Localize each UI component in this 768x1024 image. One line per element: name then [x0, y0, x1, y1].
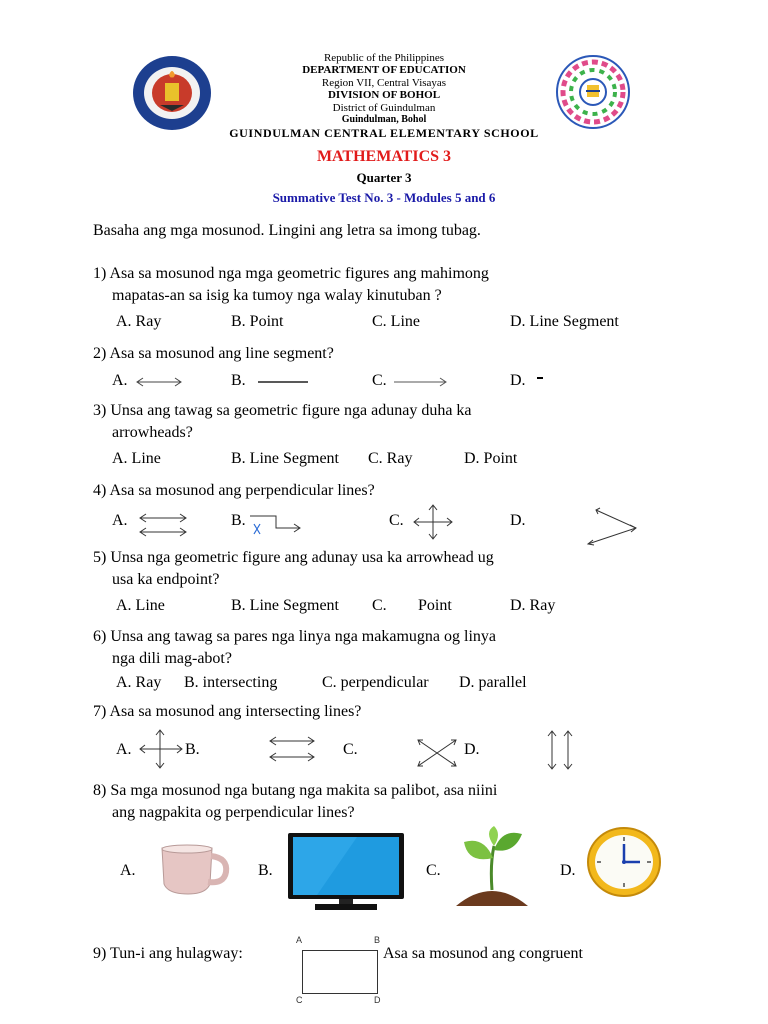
test-title: Summative Test No. 3 - Modules 5 and 6	[272, 190, 496, 205]
header-department: DEPARTMENT OF EDUCATION	[302, 64, 466, 76]
header-division: DIVISION OF BOHOL	[327, 89, 441, 101]
question-8-line2: ang nagpakita og perpendicular lines?	[112, 804, 355, 821]
question-1-line2: mapatas-an sa isig ka tumoy nga walay kinutuban ?	[112, 287, 442, 304]
instructions: Basaha ang mga mosunod. Lingini ang letra sa imong tubag.	[93, 222, 481, 239]
television-icon	[287, 832, 405, 912]
q6-option-a[interactable]: A. Ray	[116, 674, 162, 691]
q8-option-b[interactable]: B.	[258, 862, 273, 879]
quarter-label: Quarter 3	[356, 170, 412, 185]
question-3-line1: 3) Unsa ang tawag sa geometric figure nga adunay duha ka	[93, 402, 472, 419]
clock-icon	[586, 826, 662, 898]
q7-x-arrows-icon	[414, 737, 460, 769]
rect-label-d: D	[374, 995, 381, 1005]
q5-option-c-text[interactable]: Point	[418, 597, 452, 614]
q3-option-b[interactable]: B. Line Segment	[231, 450, 339, 467]
q6-option-b[interactable]: B. intersecting	[184, 674, 278, 691]
q1-option-b[interactable]: B. Point	[231, 313, 284, 330]
question-3-line2: arrowheads?	[112, 424, 193, 441]
rect-label-b: B	[374, 935, 381, 945]
q4-option-b[interactable]: B.	[231, 512, 246, 529]
q2-line-double-arrow-icon	[135, 377, 185, 387]
q6-option-d[interactable]: D. parallel	[459, 674, 527, 691]
rectangle-figure	[302, 950, 378, 994]
q5-option-c[interactable]: C.	[372, 597, 387, 614]
q3-option-a[interactable]: A. Line	[112, 450, 161, 467]
q5-option-a[interactable]: A. Line	[116, 597, 165, 614]
q2-option-d[interactable]: D.	[510, 372, 526, 389]
q2-ray-icon	[392, 377, 450, 387]
q5-option-b[interactable]: B. Line Segment	[231, 597, 339, 614]
q4-cross-arrows-icon	[410, 503, 456, 541]
rect-label-c: C	[296, 995, 303, 1005]
q8-option-d[interactable]: D.	[560, 862, 576, 879]
q2-option-c[interactable]: C.	[372, 372, 387, 389]
question-7: 7) Asa sa mosunod ang intersecting lines?	[93, 703, 362, 720]
question-4: 4) Asa sa mosunod ang perpendicular lines?	[93, 482, 375, 499]
q7-vertical-parallel-icon	[545, 729, 575, 771]
q2-point-icon	[535, 375, 545, 381]
q7-option-d[interactable]: D.	[464, 741, 480, 758]
question-2: 2) Asa sa mosunod ang line segment?	[93, 345, 334, 362]
q2-option-a[interactable]: A.	[112, 372, 128, 389]
question-8-line1: 8) Sa mga mosunod nga butang nga makita sa palibot, asa niini	[93, 782, 498, 799]
q4-parallel-lines-icon	[138, 512, 190, 536]
mug-icon	[158, 844, 230, 896]
q7-option-b[interactable]: B.	[185, 741, 200, 758]
q4-option-c[interactable]: C.	[389, 512, 404, 529]
q4-option-a[interactable]: A.	[112, 512, 128, 529]
q4-option-d[interactable]: D.	[510, 512, 526, 529]
header-town: Guindulman, Bohol	[341, 114, 427, 125]
q3-option-c[interactable]: C. Ray	[368, 450, 413, 467]
q1-option-d[interactable]: D. Line Segment	[510, 313, 619, 330]
q6-option-c[interactable]: C. perpendicular	[322, 674, 429, 691]
q1-option-a[interactable]: A. Ray	[116, 313, 162, 330]
header-republic: Republic of the Philippines	[323, 52, 445, 64]
header-region: Region VII, Central Visayas	[321, 77, 447, 89]
q7-option-a[interactable]: A.	[116, 741, 132, 758]
question-6-line1: 6) Unsa ang tawag sa pares nga linya nga makamugna og linya	[93, 628, 496, 645]
q3-option-d[interactable]: D. Point	[464, 450, 518, 467]
q8-option-c[interactable]: C.	[426, 862, 441, 879]
question-5-line2: usa ka endpoint?	[112, 571, 220, 588]
plant-sprout-icon	[454, 824, 530, 908]
q7-parallel-lines-icon	[268, 736, 318, 762]
question-9-continued: Asa sa mosunod ang congruent	[383, 945, 583, 962]
q2-option-b[interactable]: B.	[231, 372, 246, 389]
q8-option-a[interactable]: A.	[120, 862, 136, 879]
q4-bent-line-icon	[248, 510, 304, 536]
subject-title: MATHEMATICS 3	[316, 148, 452, 165]
rect-label-a: A	[296, 935, 303, 945]
question-9: 9) Tun-i ang hulagway:	[93, 945, 243, 962]
header-school: GUINDULMAN CENTRAL ELEMENTARY SCHOOL	[229, 126, 539, 140]
q2-segment-icon	[256, 377, 310, 387]
q7-cross-arrows-icon	[138, 728, 184, 770]
q4-angle-arrows-icon	[584, 506, 640, 548]
q1-option-c[interactable]: C. Line	[372, 313, 420, 330]
question-1-line1: 1) Asa sa mosunod nga mga geometric figures ang mahimong	[93, 265, 489, 282]
q5-option-d[interactable]: D. Ray	[510, 597, 556, 614]
header-district: District of Guindulman	[332, 102, 436, 114]
q7-option-c[interactable]: C.	[343, 741, 358, 758]
question-5-line1: 5) Unsa nga geometric figure ang adunay usa ka arrowhead ug	[93, 549, 494, 566]
question-6-line2: nga dili mag-abot?	[112, 650, 232, 667]
